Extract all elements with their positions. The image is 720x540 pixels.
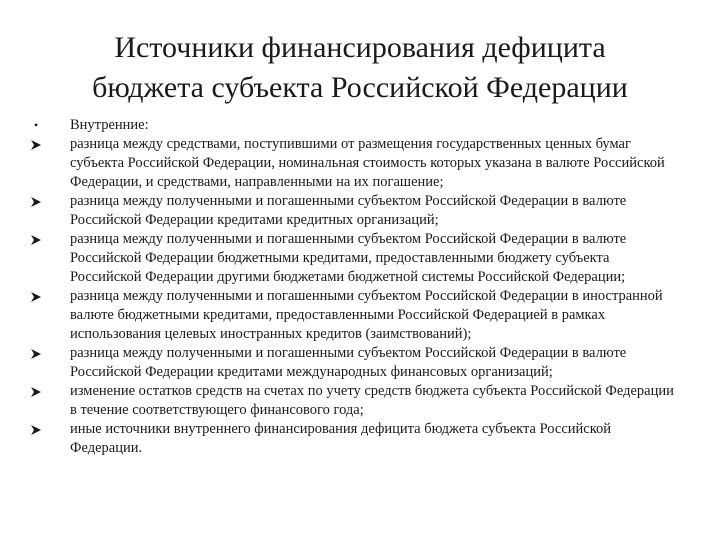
list-item — [26, 192, 676, 230]
arrowhead-bullet-icon — [26, 420, 70, 436]
arrowhead-bullet-icon — [26, 287, 70, 303]
section-heading: Внутренние: — [70, 117, 149, 133]
title-line-1: Источники финансирования дефицита — [114, 31, 606, 64]
title-line-2: бюджета субъекта Российской Федерации — [92, 71, 628, 104]
list-item — [26, 420, 676, 458]
arrowhead-bullet-icon — [26, 344, 70, 360]
list-item — [26, 135, 676, 192]
list-item — [26, 287, 676, 344]
slide-title — [40, 28, 680, 108]
list-item-text: разница между полученными и погашенными субъектом Российской Федерации в иностранной валюте бюджетными кредитами, предоставленными Российской Федерацией в рамках использования целевых иностранных кредитов (заимствований); — [70, 288, 663, 342]
list-item-text: разница между полученными и погашенными субъектом Российской Федерации в валюте Российской Федерации кредитами кредитных организаций; — [70, 193, 627, 228]
list-item — [26, 230, 676, 287]
heading-row — [26, 116, 676, 135]
slide-content — [26, 116, 676, 458]
list-item-text: разница между полученными и погашенными субъектом Российской Федерации в валюте Российской Федерации бюджетными кредитами, предоставленными бюджету субъекта Российской Федерации другими бюджетами бюджетной системы Российской Федерации; — [70, 231, 627, 285]
arrowhead-bullet-icon — [26, 135, 70, 151]
list-item-text: разница между полученными и погашенными субъектом Российской Федерации в валюте Российской Федерации кредитами международных финансовых организаций; — [70, 345, 627, 380]
list-item — [26, 344, 676, 382]
bullet-dot-icon: • — [34, 118, 39, 132]
list-item-text: изменение остатков средств на счетах по учету средств бюджета субъекта Российской Федерации в течение соответствующего финансового года; — [70, 383, 674, 418]
arrowhead-bullet-icon — [26, 192, 70, 208]
list-item-text: разница между средствами, поступившими от размещения государственных ценных бумаг субъекта Российской Федерации, номинальная стоимость которых указана в валюте Российской Федерации, и средствами, направленными на их погашение; — [70, 136, 665, 190]
list-item — [26, 382, 676, 420]
arrowhead-bullet-icon — [26, 230, 70, 246]
arrowhead-bullet-icon — [26, 382, 70, 398]
list-item-text: иные источники внутреннего финансирования дефицита бюджета субъекта Российской Федерации. — [70, 421, 612, 456]
